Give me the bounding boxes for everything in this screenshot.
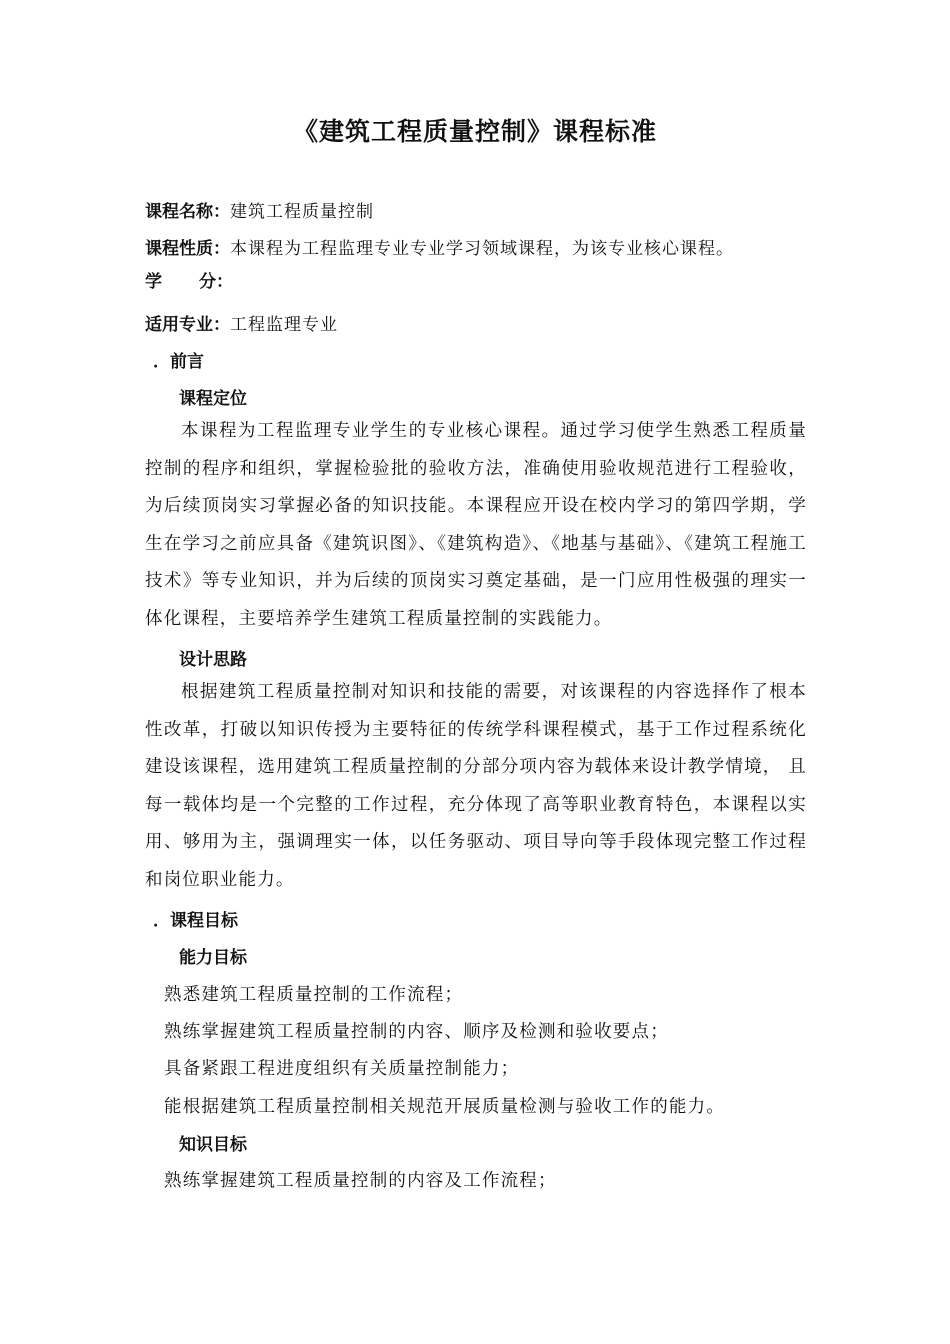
ability-item: 熟练掌握建筑工程质量控制的内容、顺序及检测和验收要点； [164,1022,669,1042]
section-heading-objectives: ．课程目标 [153,911,238,931]
course-name-value: 建筑工程质量控制 [230,202,374,222]
course-nature-row [145,234,734,259]
course-nature-value: 本课程为工程监理专业专业学习领域课程，为该专业核心课程。 [230,239,734,259]
credits-label-b: 分： [199,272,233,292]
section-heading-preface: ．前言 [153,352,204,372]
course-nature-label: 课程性质： [145,239,230,259]
major-value: 工程监理专业 [230,315,338,335]
ability-item: 能根据建筑工程质量控制相关规范开展质量检测与验收工作的能力。 [164,1097,725,1117]
ability-item: 熟悉建筑工程质量控制的工作流程； [164,985,464,1005]
subheading-design-approach: 设计思路 [179,650,247,670]
knowledge-item: 熟练掌握建筑工程质量控制的内容及工作流程； [164,1171,557,1191]
major-label: 适用专业： [145,315,230,335]
major-row [145,310,338,335]
subheading-course-positioning: 课程定位 [179,389,247,409]
document-title: 《建筑工程质量控制》课程标准 [292,117,657,146]
paragraph-course-positioning: 本课程为工程监理专业学生的专业核心课程。通过学习使学生熟悉工程质量控制的程序和组织，掌握检验批的验收方法，准确使用验收规范进行工程验收，为后续顶岗实习掌握必备的知识技能。本课程应开设在校内学习的第四学期，学生在学习之前应具备《建筑识图》、《建筑构造》、《地基与基础》、《建筑工程施工技术》等专业知识，并为后续的顶岗实习奠定基础，是一门应用性极强的理实一体化课程，主要培养学生建筑工程质量控制的实践能力。 [145,421,807,629]
subheading-ability-objectives: 能力目标 [179,948,247,968]
credits-row [145,267,233,292]
course-name-row [145,197,374,222]
course-name-label: 课程名称： [145,202,230,222]
paragraph-design-approach: 根据建筑工程质量控制对知识和技能的需要，对该课程的内容选择作了根本性改革，打破以知识传授为主要特征的传统学科课程模式，基于工作过程系统化建设该课程，选用建筑工程质量控制的分部分项内容为载体来设计教学情境， 且每一载体均是一个完整的工作过程，充分体现了高等职业教育特色，本课程以实用、够用为主，强调理实一体，以任务驱动、项目导向等手段体现完整工作过程和岗位职业能力。 [145,682,807,890]
credits-label-a: 学 [145,272,162,292]
ability-item: 具备紧跟工程进度组织有关质量控制能力； [164,1059,520,1079]
subheading-knowledge-objectives: 知识目标 [179,1135,247,1155]
